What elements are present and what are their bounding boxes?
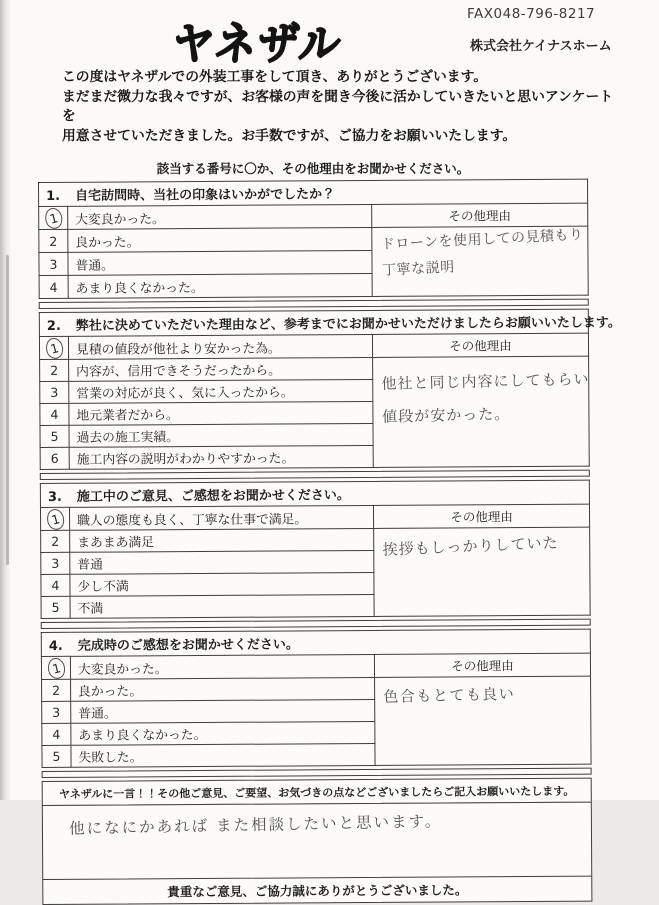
option-label: 過去の施工実績。: [69, 423, 373, 447]
question-1-title-row: [39, 179, 588, 206]
company-logo: ヤネザル: [170, 17, 345, 70]
question-title: 自宅訪問時、当社の印象はいかがでしたか？: [75, 187, 336, 204]
intro-paragraph: [62, 68, 622, 146]
intro-line-2: まだまだ微力な我々ですが、お客様の声を聞き今後に活かしていきたいと思いアンケートを: [62, 88, 614, 124]
comment-box: [42, 801, 592, 880]
other-reason-cell: [372, 226, 588, 296]
option-label: 良かった。: [68, 227, 372, 252]
other-reason-cell: [374, 527, 591, 616]
question-3-title-row: [40, 480, 589, 507]
intro-line-3: 用意させていただきました。お手数ですが、ご協力をお願いいたします。: [62, 127, 517, 144]
option-number: 2: [42, 679, 71, 701]
option-label: 職人の態度も良く、丁寧な仕事で満足。: [69, 505, 373, 530]
option-number: 1: [49, 511, 61, 528]
handwritten-reason: 他社と同じ内容にしてもらい 値段が安かった。: [381, 370, 590, 426]
option-label: 施工内容の説明がわかりやすかった。: [69, 445, 373, 469]
other-reason-header: その他理由: [373, 504, 589, 528]
option-number: 5: [40, 425, 69, 447]
comment-box-title: ヤネザルに一言！！その他ご意見、ご要望、お気づきの点などございましたらご記入お願いいたします。: [42, 778, 592, 806]
option-number: 5: [42, 745, 71, 767]
intro-line-1: この度はヤネザルでの外装工事をして頂き、ありがとうございます。: [62, 69, 488, 85]
option-label: 不満: [70, 594, 374, 618]
other-reason-cell: [375, 676, 592, 765]
question-number: 2.: [46, 318, 61, 334]
option-number: 2: [41, 530, 70, 552]
other-reason-header: その他理由: [372, 333, 588, 357]
option-label: 普通。: [68, 250, 372, 275]
question-number: 3.: [47, 489, 62, 505]
company-name: 株式会社ケイナスホーム: [470, 39, 612, 54]
option-label: 良かった。: [71, 677, 375, 701]
option-row: [41, 653, 590, 679]
option-label: 普通。: [71, 699, 375, 723]
option-number: 4: [41, 574, 70, 596]
option-number: 3: [41, 552, 70, 574]
option-label: 少し不満: [70, 572, 374, 596]
thanks-row: 貴重なご意見、ご協力誠にありがとうございました。: [42, 876, 592, 905]
option-number: 2: [39, 229, 68, 252]
section-separator: [40, 470, 590, 480]
handwritten-circle-mark: [44, 507, 66, 532]
question-number: 1.: [46, 188, 61, 204]
handwritten-reason: 挨拶もしっかりしていた: [382, 533, 559, 559]
other-reason-cell: [373, 356, 590, 467]
option-number: 3: [40, 381, 69, 403]
question-title: 完成時のご感想をお聞かせください。: [77, 637, 299, 654]
option-row: [42, 676, 591, 701]
fill-instruction: 該当する番号に〇か、その他理由をお聞かせください。: [156, 161, 470, 176]
survey-body: [38, 179, 621, 905]
question-title: 弊社に決めていただいた理由など、参考までにお聞かせいただけましたらお願いいたします。: [75, 315, 621, 334]
option-label: 失敗した。: [71, 743, 375, 767]
section-separator: [42, 768, 592, 778]
other-reason-header: その他理由: [374, 653, 590, 677]
option-row: [40, 504, 589, 530]
question-number: 4.: [48, 638, 63, 654]
option-row: [40, 356, 589, 381]
option-label: 普通: [70, 550, 374, 574]
option-number: 2: [40, 359, 69, 381]
option-row: [41, 527, 590, 552]
other-reason-header: その他理由: [372, 203, 588, 227]
option-label: 大変良かった。: [68, 204, 372, 229]
option-number: 1: [50, 660, 62, 677]
option-number: 6: [40, 447, 69, 469]
option-label: まあまあ満足: [70, 528, 374, 552]
option-label: 営業の対応が良く、気に入ったから。: [69, 379, 373, 403]
option-number: 4: [40, 403, 69, 425]
scan-edge-line: [6, 255, 9, 565]
option-number: 3: [39, 252, 68, 275]
option-number: 4: [42, 723, 71, 745]
handwritten-circle-mark: [45, 656, 67, 681]
handwritten-reason: ドローンを使用しての見積もり 丁寧な説明: [380, 226, 584, 279]
form-header: [0, 0, 659, 70]
option-row: [39, 333, 588, 359]
question-4-title-row: [41, 629, 590, 656]
option-number: 1: [47, 210, 59, 227]
option-number: 3: [42, 701, 71, 723]
option-label: 大変良かった。: [70, 654, 374, 679]
scan-edge-shadow: [0, 0, 11, 800]
option-label: 見積の値段が他社より安かった為。: [68, 334, 372, 359]
fax-number: FAX048-796-8217: [467, 6, 596, 22]
option-label: あまり良くなかった。: [68, 273, 372, 298]
question-4-table: [41, 629, 592, 768]
option-label: あまり良くなかった。: [71, 721, 375, 745]
handwritten-circle-mark: [43, 336, 65, 361]
option-number: 5: [41, 596, 70, 618]
question-title: 施工中のご意見、ご感想をお聞かせください。: [76, 488, 350, 505]
section-separator: [39, 299, 589, 309]
section-separator: [41, 619, 591, 629]
question-1-table: [38, 179, 589, 299]
question-2-title-row: [39, 309, 588, 336]
handwritten-comment: 他になにかあれば また相談したいと思います。: [68, 811, 443, 838]
question-2-table: [39, 309, 621, 470]
option-label: 地元業者だから。: [69, 401, 373, 425]
option-number: 4: [39, 275, 68, 298]
option-row: [39, 226, 588, 252]
question-3-table: [40, 480, 591, 619]
handwritten-circle-mark: [42, 206, 64, 231]
option-label: 内容が、信用できそうだったから。: [69, 357, 373, 381]
option-number: 1: [48, 340, 60, 357]
handwritten-reason: 色合もとても良い: [383, 684, 516, 706]
